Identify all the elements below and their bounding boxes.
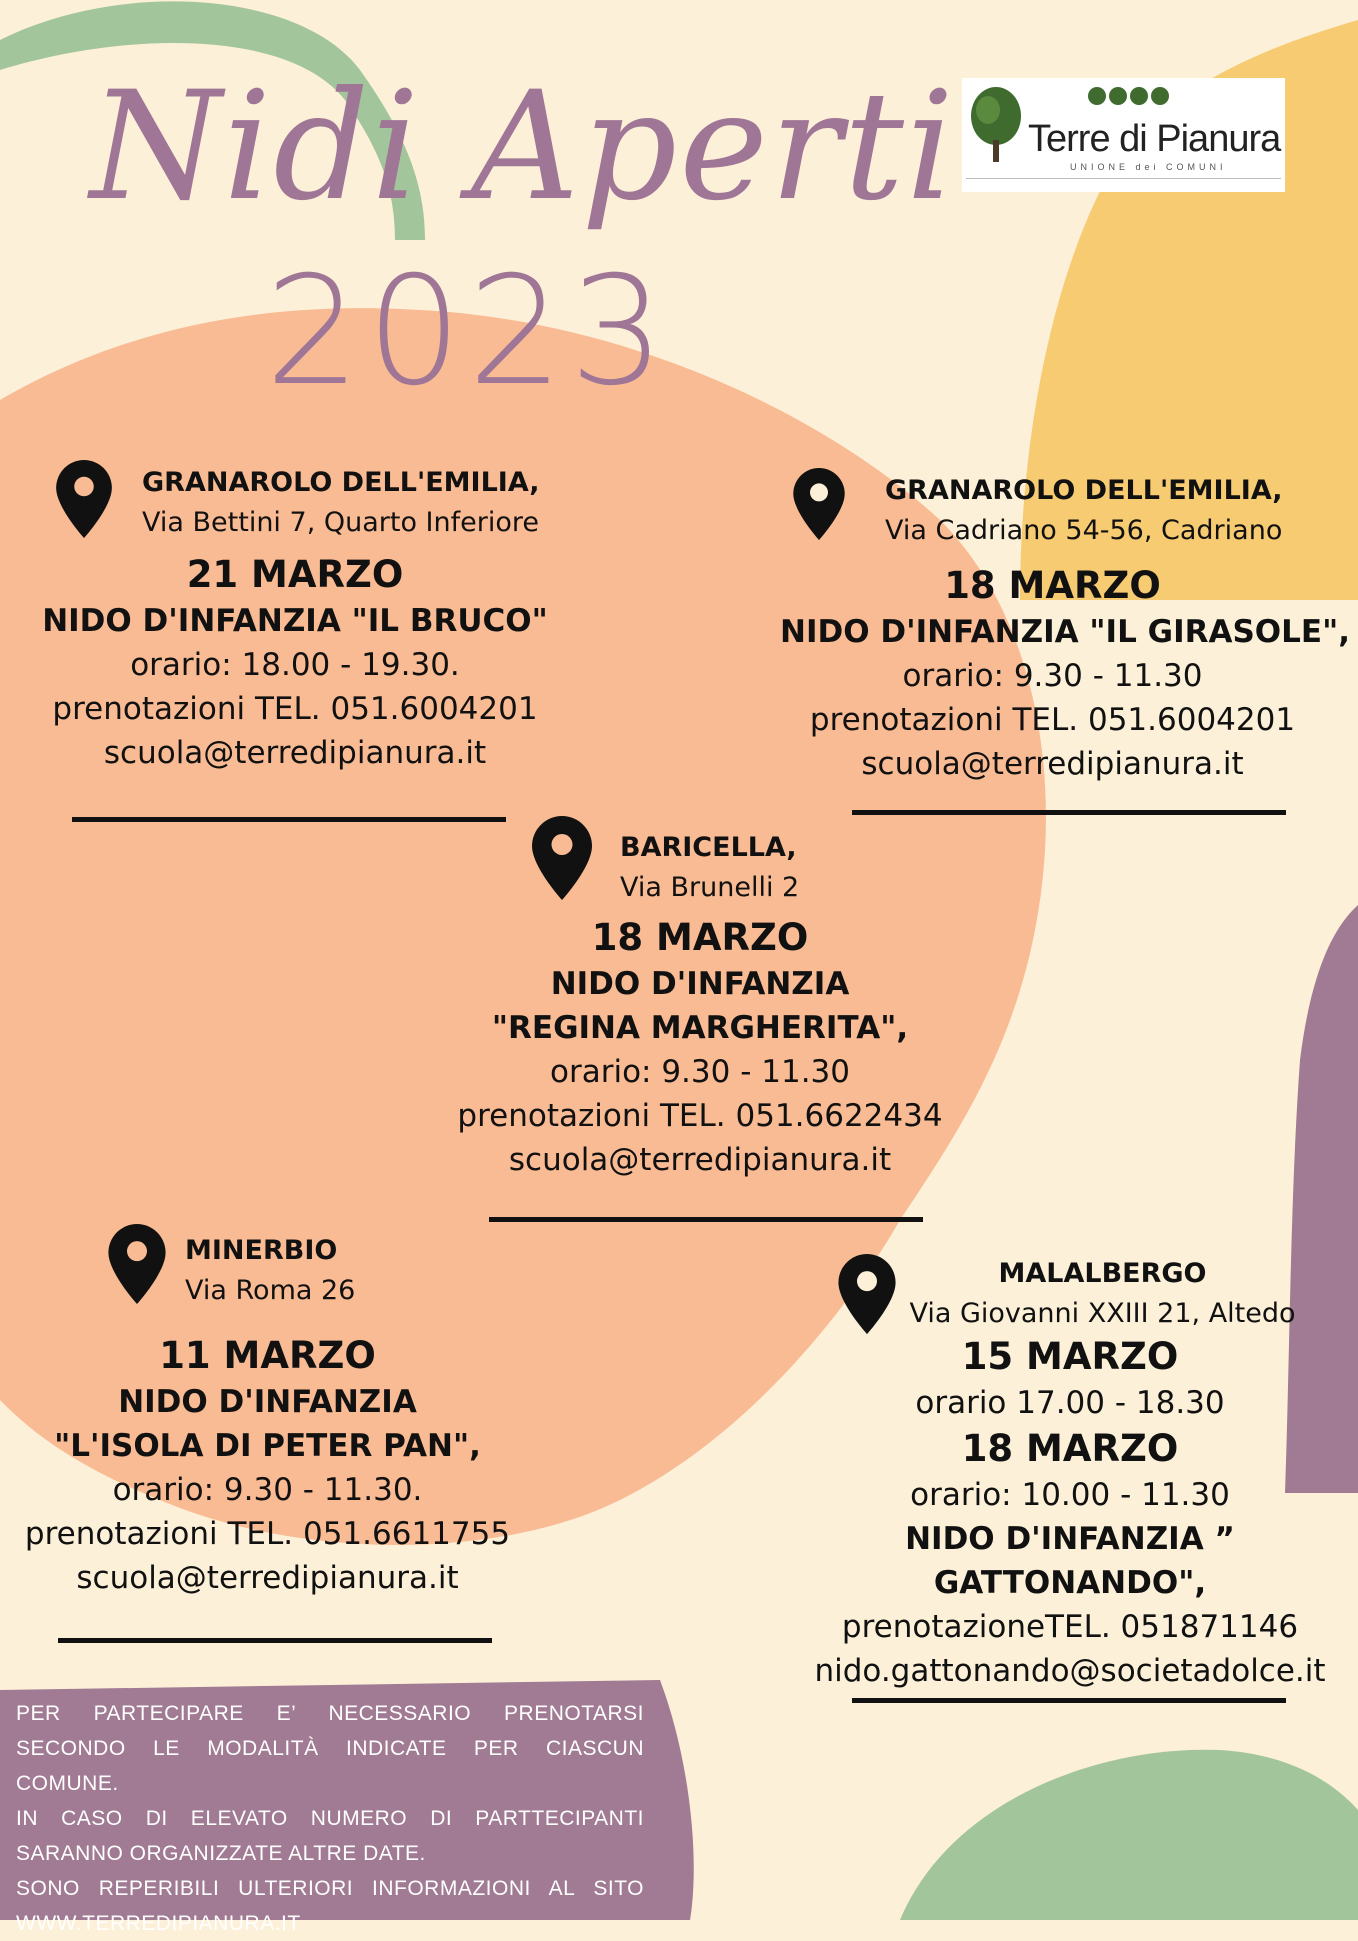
bruco-details [40,551,550,775]
divider [72,817,506,822]
map-pin-icon [56,460,112,538]
regina-location [620,828,799,908]
logo-name: Terre di Pianura [1028,118,1281,160]
gattonando-location [900,1254,1305,1334]
bruco-name: NIDO D'INFANZIA "IL BRUCO" [42,603,548,639]
map-pin-icon [838,1254,896,1334]
regina-name-1: NIDO D'INFANZIA [550,966,850,1002]
bruco-location [142,463,539,543]
peterpan-address: Via Roma 26 [185,1275,356,1306]
bruco-hours: orario: 18.00 - 19.30. [130,647,460,683]
girasole-name: NIDO D'INFANZIA "IL GIRASOLE", [780,614,1351,650]
gattonando-details [800,1333,1340,1693]
girasole-details [780,562,1351,786]
peterpan-details [20,1332,515,1600]
gattonando-hours-2: orario: 10.00 - 11.30 [910,1477,1230,1513]
peterpan-email[interactable]: scuola@terredipianura.it [76,1560,459,1596]
gattonando-hours-1: orario 17.00 - 18.30 [915,1385,1225,1421]
small-trees-icon [1087,86,1171,110]
bruco-address: Via Bettini 7, Quarto Inferiore [142,507,539,538]
logo [962,78,1285,192]
bruco-email[interactable]: scuola@terredipianura.it [103,735,487,771]
regina-email[interactable]: scuola@terredipianura.it [508,1142,892,1178]
green-bottom [900,1750,1358,1920]
peterpan-hours: orario: 9.30 - 11.30. [112,1472,423,1508]
regina-address: Via Brunelli 2 [620,872,800,903]
bruco-phone: prenotazioni TEL. 051.6004201 [52,691,538,727]
girasole-address: Via Cadriano 54-56, Cadriano [885,515,1283,546]
logo-divider [966,178,1281,179]
peterpan-place: MINERBIO [185,1235,338,1266]
bruco-date: 21 MARZO [186,553,404,596]
gattonando-phone: prenotazioneTEL. 051871146 [841,1609,1299,1645]
regina-name-2: "REGINA MARGHERITA", [491,1010,909,1046]
title-line1: Nidi Aperti [90,60,956,234]
gattonando-date-1: 15 MARZO [961,1335,1179,1378]
girasole-email[interactable]: scuola@terredipianura.it [861,746,1244,782]
gattonando-name-2: GATTONANDO", [933,1565,1207,1601]
peterpan-phone: prenotazioni TEL. 051.6611755 [24,1516,511,1552]
girasole-hours: orario: 9.30 - 11.30 [902,658,1203,694]
regina-hours: orario: 9.30 - 11.30 [550,1054,850,1090]
regina-date: 18 MARZO [591,916,809,959]
divider [852,1698,1286,1703]
note-line-1: PER PARTECIPARE E’ NECESSARIO PRENOTARSI SECONDO LE MODALITÀ INDICATE PER CIASCUN COMUNE. [16,1702,644,1795]
gattonando-name-1: NIDO D'INFANZIA ” [905,1521,1235,1557]
gattonando-email[interactable]: nido.gattonando@societadolce.it [814,1653,1326,1689]
divider [852,810,1286,815]
peterpan-name-2: "L'ISOLA DI PETER PAN", [54,1428,481,1464]
tree-icon [968,84,1024,164]
regina-place: BARICELLA, [620,832,797,863]
peterpan-date: 11 MARZO [159,1334,376,1377]
regina-phone: prenotazioni TEL. 051.6622434 [457,1098,943,1134]
girasole-phone: prenotazioni TEL. 051.6004201 [809,702,1296,738]
divider [58,1638,492,1643]
bruco-place: GRANAROLO DELL'EMILIA, [142,467,540,498]
note-line-3: SONO REPERIBILI ULTERIORI INFORMAZIONI AL SITO WWW.TERREDIPIANURA.IT [16,1877,644,1935]
peterpan-location [185,1231,355,1311]
gattonando-date-2: 18 MARZO [961,1427,1179,1470]
divider [489,1217,923,1222]
peterpan-name-1: NIDO D'INFANZIA [118,1384,417,1420]
gattonando-address: Via Giovanni XXIII 21, Altedo [909,1298,1296,1329]
girasole-date: 18 MARZO [944,564,1161,607]
map-pin-icon [532,816,592,900]
girasole-place: GRANAROLO DELL'EMILIA, [885,475,1283,506]
info-note [16,1696,644,1941]
girasole-location [885,471,1282,551]
map-pin-icon [792,468,846,540]
logo-subtitle: UNIONE dei COMUNI [1070,162,1227,172]
gattonando-place: MALALBERGO [998,1258,1207,1289]
note-line-2: IN CASO DI ELEVATO NUMERO DI PARTTECIPANTI SARANNO ORGANIZZATE ALTRE DATE. [16,1807,644,1865]
map-pin-icon [108,1224,166,1304]
regina-details [450,914,950,1182]
title-line2: 2023 [265,245,671,419]
